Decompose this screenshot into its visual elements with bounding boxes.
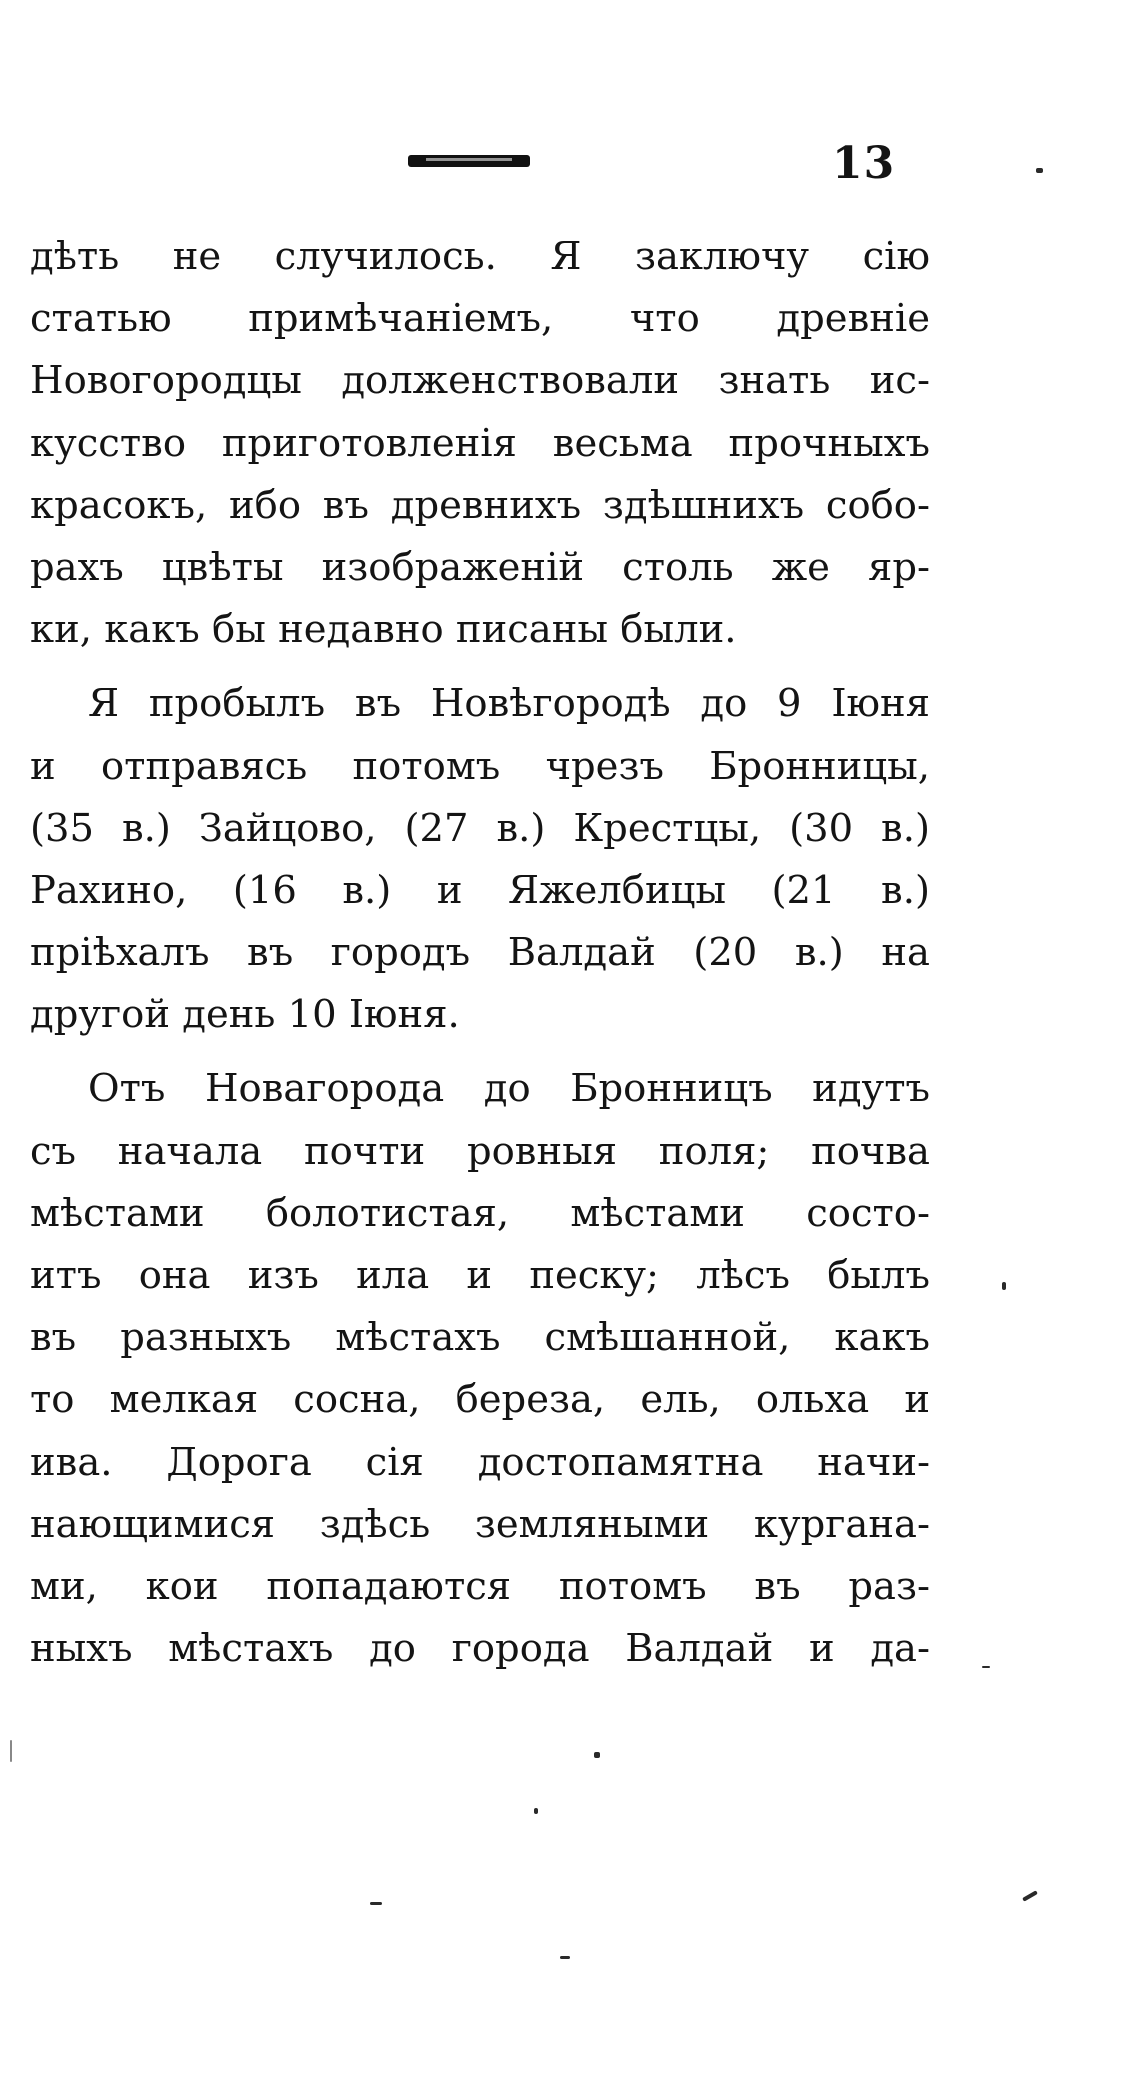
text-line: ми, кои попадаются потомъ въ раз- xyxy=(30,1563,930,1609)
text-line: статью примѣчаніемъ, что древніе xyxy=(30,296,930,342)
text-line: рахъ цвѣты изображеній столь же яр- xyxy=(30,544,930,590)
body-text xyxy=(30,226,930,1680)
text-line: ки, какъ бы недавно писаны были. xyxy=(30,607,737,653)
text-line: въ разныхъ мѣстахъ смѣшанной, какъ xyxy=(30,1315,930,1361)
text-line: (35 в.) Зайцово, (27 в.) Крестцы, (30 в.) xyxy=(30,805,930,851)
text-line: мѣстами болотистая, мѣстами состо- xyxy=(30,1190,930,1236)
scan-speck xyxy=(594,1752,600,1758)
text-line: пріѣхалъ въ городъ Валдай (20 в.) на xyxy=(30,930,930,976)
scan-speck xyxy=(370,1902,382,1905)
paragraph xyxy=(30,1058,930,1680)
text-line: Я пробылъ въ Новѣгородѣ до 9 Іюня xyxy=(88,681,930,727)
text-line: кусство приготовленія весьма прочныхъ xyxy=(30,420,930,466)
text-line: нающимися здѣсь земляными кургана- xyxy=(30,1501,930,1547)
paragraph xyxy=(30,226,930,661)
header-ornament xyxy=(408,152,530,170)
paragraph xyxy=(30,673,930,1046)
text-line: другой день 10 Іюня. xyxy=(30,992,460,1038)
text-line: ныхъ мѣстахъ до города Валдай и да- xyxy=(30,1626,930,1672)
scan-speck xyxy=(10,1740,12,1762)
text-line: красокъ, ибо въ древнихъ здѣшнихъ собо- xyxy=(30,482,930,528)
text-line: дѣть не случилось. Я заключу сію xyxy=(30,234,930,279)
page-number: 13 xyxy=(832,138,896,189)
scan-speck xyxy=(534,1808,538,1814)
scan-speck xyxy=(982,1666,990,1668)
text-line: итъ она изъ ила и песку; лѣсъ былъ xyxy=(30,1253,930,1298)
scan-speck xyxy=(560,1956,570,1959)
text-line: Рахино, (16 в.) и Яжелбицы (21 в.) xyxy=(30,867,930,913)
scan-speck xyxy=(1036,168,1043,173)
text-line: то мелкая сосна, береза, ель, ольха и xyxy=(30,1377,930,1423)
text-line: и отправясь потомъ чрезъ Бронницы, xyxy=(30,743,930,789)
text-line: съ начала почти ровныя поля; почва xyxy=(30,1128,930,1174)
text-line: ива. Дорога сія достопамятна начи- xyxy=(30,1439,930,1485)
scan-speck xyxy=(1022,1890,1038,1901)
text-line: Новогородцы долженствовали знать ис- xyxy=(30,358,930,404)
scan-speck xyxy=(1002,1282,1006,1290)
text-line: Отъ Новагорода до Бронницъ идутъ xyxy=(88,1066,930,1112)
